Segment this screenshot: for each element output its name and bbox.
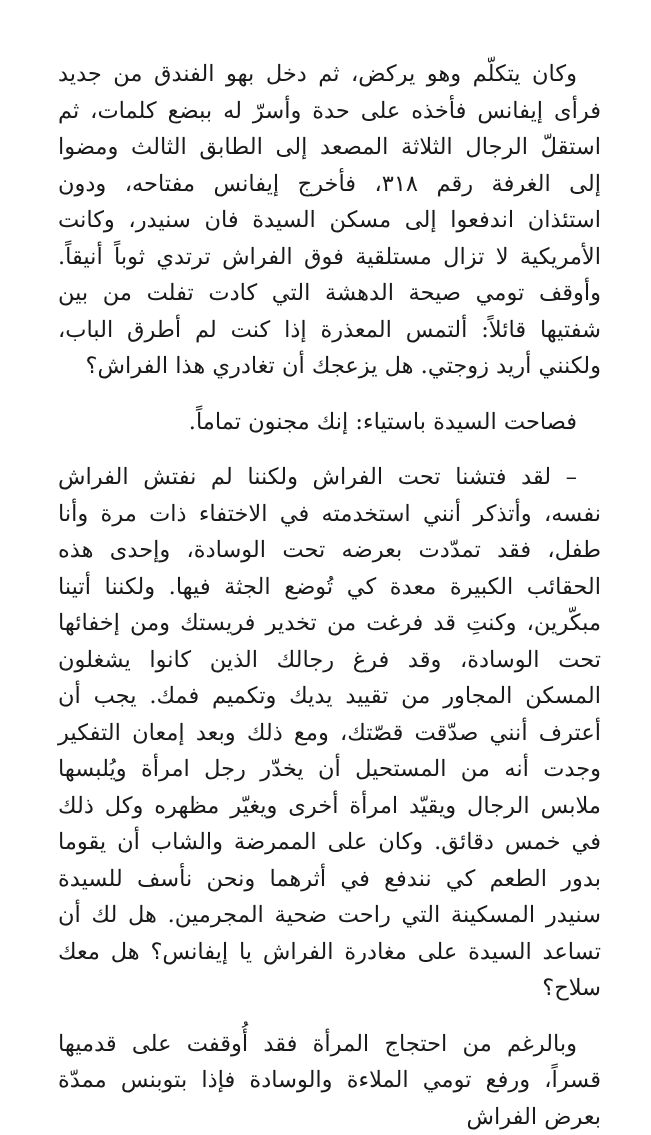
narrative-paragraph: وبالرغم من احتجاج المرأة فقد أُوقفت على قدميها قسراً، ورفع تومي الملاءة والوسادة فإذا بتوبنس ممدّة بعرض الفراش [58, 1026, 601, 1135]
dialogue-paragraph: – لقد فتشنا تحت الفراش ولكننا لم نفتش الفراش نفسه، وأتذكر أنني استخدمته في الاختفاء ذات مرة وأنا طفل، فقد تمدّدت بعرضه تحت الوسادة، وإحدى هذه الحقائب الكبيرة معدة كي تُوضع الجثة فيها. ولكننا أتينا مبكّرين، وكنتِ قد فرغت من تخدير فريستك ومن إخفائها تحت الوسادة، وقد فرغ رجالك الذين كانوا يشغلون المسكن المجاور من تقييد يديك وتكميم فمك. يجب أن أعترف أنني صدّقت قصّتك، ومع ذلك وبعد إمعان التفكير وجدت أنه من المستحيل أن يخدّر رجل امرأة ويُلبسها ملابس الرجال ويقيّد امرأة أخرى ويغيّر مظهره وكل ذلك في خمس دقائق. وكان على الممرضة والشاب أن يقوما بدور الطعم كي نندفع في أثرهما ونحن نأسف للسيدة سنيدر المسكينة التي راحت ضحية المجرمين. هل لك أن تساعد السيدة على مغادرة الفراش يا إيفانس؟ هل معك سلاح؟ [58, 459, 601, 1007]
dialogue-paragraph: فصاحت السيدة باستياء: إنك مجنون تماماً. [58, 404, 601, 441]
narrative-paragraph: وكان يتكلّم وهو يركض، ثم دخل بهو الفندق من جديد فرأى إيفانس فأخذه على حدة وأسرّ له ببضع كلمات، ثم استقلّ الرجال الثلاثة المصعد إلى الطابق الثالث ومضوا إلى الغرفة رقم ٣١٨، فأخرج إيفانس مفتاحه، ودون استئذان اندفعوا إلى مسكن السيدة فان سنيدر، وكانت الأمريكية لا تزال مستلقية فوق الفراش ترتدي ثوباً أنيقاً. وأوقف تومي صيحة الدهشة التي كادت تفلت من بين شفتيها قائلاً: ألتمس المعذرة إذا كنت لم أطرق الباب، ولكنني أريد زوجتي. هل يزعجك أن تغادري هذا الفراش؟ [58, 56, 601, 385]
